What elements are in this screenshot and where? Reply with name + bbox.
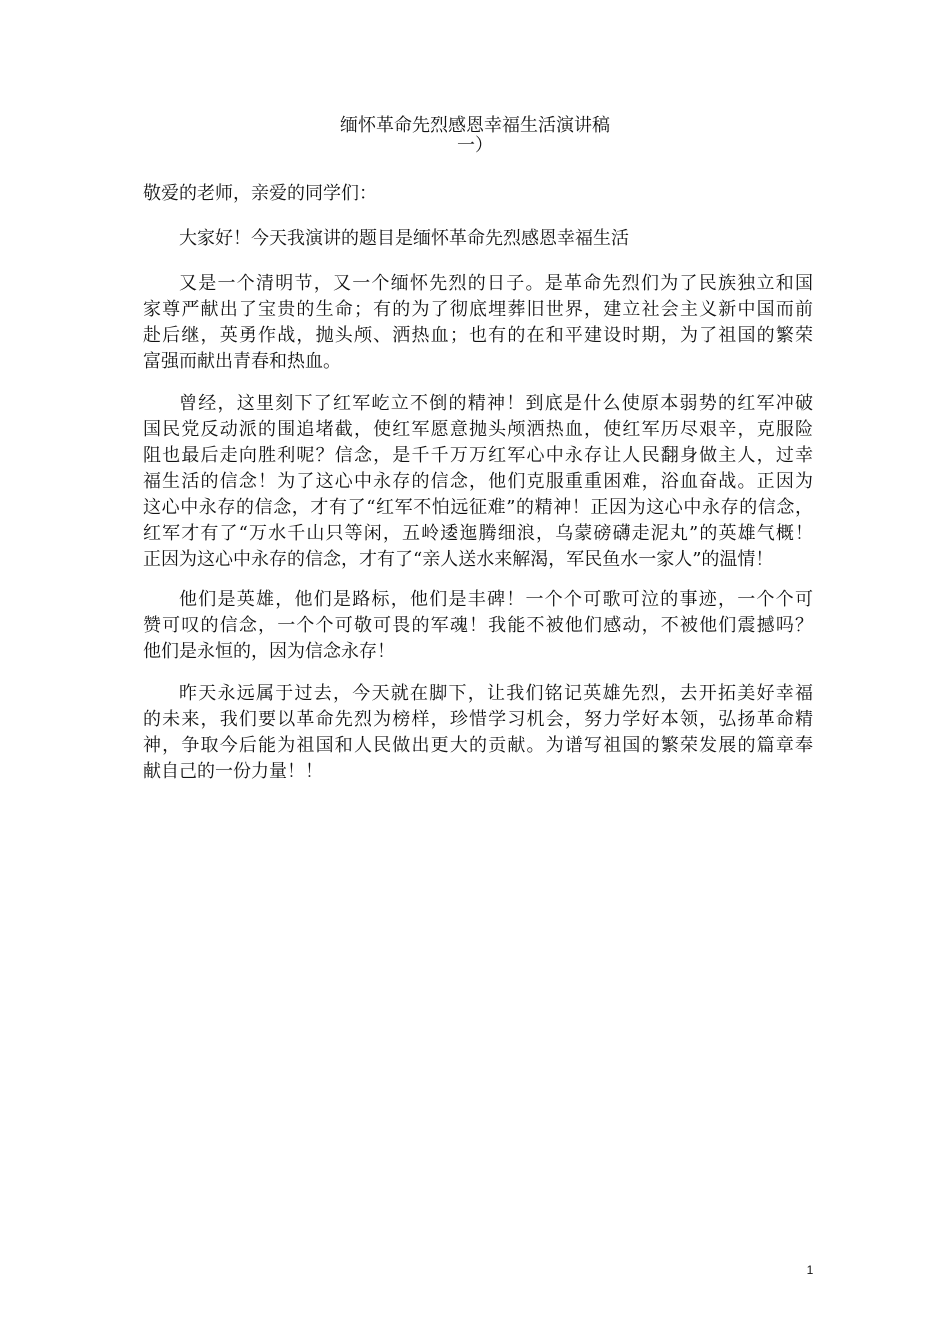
paragraph-line: 神，争取今后能为祖国和人民做出更大的贡献。为谱写祖国的繁荣发展的篇章奉 <box>143 735 813 756</box>
paragraph-line: 他们是永恒的，因为信念永存！ <box>143 641 395 662</box>
page-number: 1 <box>806 1263 814 1277</box>
paragraph-2 <box>143 391 813 573</box>
paragraph-line: 曾经，这里刻下了红军屹立不倒的精神！到底是什么使原本弱势的红军冲破 <box>179 393 813 414</box>
paragraph-line: 赴后继，英勇作战，抛头颅、洒热血；也有的在和平建设时期，为了祖国的繁荣 <box>143 325 813 346</box>
document-subtitle: 一） <box>457 135 493 156</box>
paragraph-line: 他们是英雄，他们是路标，他们是丰碑！一个个可歌可泣的事迹，一个个可 <box>179 589 813 610</box>
paragraph-line: 又是一个清明节，又一个缅怀先烈的日子。是革命先烈们为了民族独立和国 <box>179 273 813 294</box>
greeting-line: 大家好！今天我演讲的题目是缅怀革命先烈感恩幸福生活 <box>179 228 629 249</box>
paragraph-3 <box>143 587 813 665</box>
paragraph-line: 赞可叹的信念，一个个可敬可畏的军魂！我能不被他们感动，不被他们震撼吗？ <box>143 615 813 636</box>
paragraph-1 <box>143 271 813 375</box>
paragraph-line: 阻也最后走向胜利呢？信念，是千千万万红军心中永存让人民翻身做主人，过幸 <box>143 445 813 466</box>
paragraph-line: 正因为这心中永存的信念，才有了“亲人送水来解渴，军民鱼水一家人”的温情！ <box>143 549 774 570</box>
paragraph-line: 献自己的一份力量！！ <box>143 761 323 782</box>
paragraph-line: 富强而献出青春和热血。 <box>143 351 341 372</box>
salutation: 敬爱的老师，亲爱的同学们： <box>143 183 377 204</box>
paragraph-line: 这心中永存的信念，才有了“红军不怕远征难”的精神！正因为这心中永存的信念， <box>143 497 813 518</box>
paragraph-line: 福生活的信念！为了这心中永存的信念，他们克服重重困难，浴血奋战。正因为 <box>143 471 813 492</box>
paragraph-line: 的未来，我们要以革命先烈为榜样，珍惜学习机会，努力学好本领，弘扬革命精 <box>143 709 813 730</box>
greeting-paragraph <box>143 226 813 252</box>
paragraph-line: 红军才有了“万水千山只等闲，五岭逶迤腾细浪，乌蒙磅礴走泥丸”的英雄气概！ <box>143 523 813 544</box>
paragraph-4 <box>143 681 813 785</box>
document-title: 缅怀革命先烈感恩幸福生活演讲稿 <box>340 115 610 136</box>
paragraph-line: 国民党反动派的围追堵截，使红军愿意抛头颅洒热血，使红军历尽艰辛，克服险 <box>143 419 813 440</box>
paragraph-line: 家尊严献出了宝贵的生命；有的为了彻底埋葬旧世界，建立社会主义新中国而前 <box>143 299 813 320</box>
paragraph-line: 昨天永远属于过去，今天就在脚下，让我们铭记英雄先烈，去开拓美好幸福 <box>179 683 813 704</box>
